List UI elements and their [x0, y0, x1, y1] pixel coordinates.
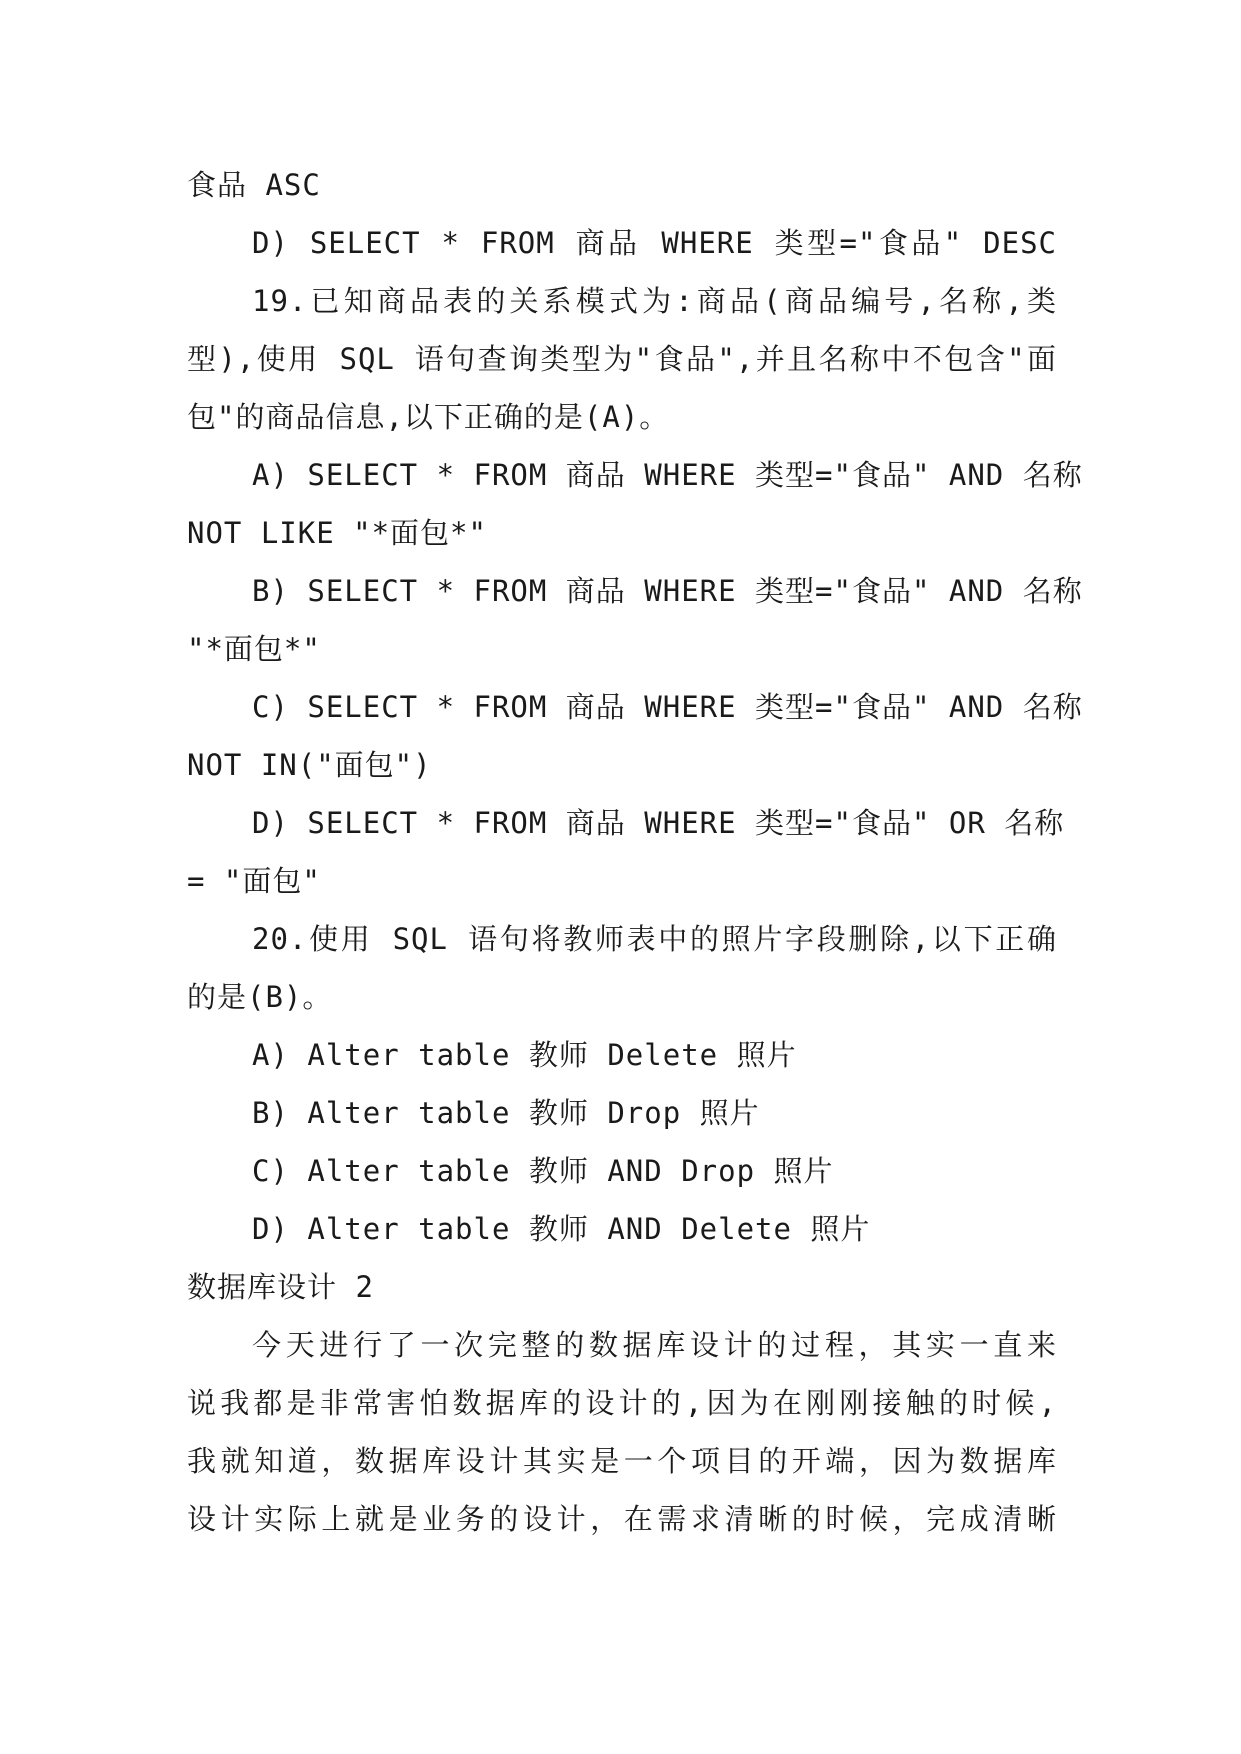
text-line: NOT LIKE "*面包*"	[187, 516, 487, 550]
text-line: 包"的商品信息,以下正确的是(A)。	[187, 400, 670, 434]
text-line: D) SELECT * FROM 商品 WHERE 类型="食品" DESC	[252, 226, 1057, 260]
text-line: = "面包"	[187, 864, 321, 898]
option-line: D) Alter table 教师 AND Delete 照片	[252, 1212, 871, 1246]
option-line: A) SELECT * FROM 商品 WHERE 类型="食品" AND 名称	[252, 458, 1083, 492]
text-line: 食品 ASC	[187, 168, 321, 202]
option-line: B) Alter table 教师 Drop 照片	[252, 1096, 760, 1130]
paragraph-line: 设计实际上就是业务的设计，在需求清晰的时候，完成清晰	[187, 1502, 1057, 1536]
option-line: D) SELECT * FROM 商品 WHERE 类型="食品" OR 名称	[252, 806, 1065, 840]
option-line: A) Alter table 教师 Delete 照片	[252, 1038, 797, 1072]
option-line: C) SELECT * FROM 商品 WHERE 类型="食品" AND 名称	[252, 690, 1083, 724]
paragraph-line: 今天进行了一次完整的数据库设计的过程，其实一直来	[252, 1328, 1057, 1362]
text-line: 的是(B)。	[187, 980, 333, 1014]
paragraph-line: 我就知道，数据库设计其实是一个项目的开端，因为数据库	[187, 1444, 1057, 1478]
text-line: 型),使用 SQL 语句查询类型为"食品",并且名称中不包含"面	[187, 342, 1057, 376]
question-20-line: 20.使用 SQL 语句将教师表中的照片字段删除,以下正确	[252, 922, 1057, 956]
question-19-line: 19.已知商品表的关系模式为:商品(商品编号,名称,类	[252, 284, 1057, 318]
option-line: B) SELECT * FROM 商品 WHERE 类型="食品" AND 名称	[252, 574, 1083, 608]
text-line: "*面包*"	[187, 632, 321, 666]
option-line: C) Alter table 教师 AND Drop 照片	[252, 1154, 834, 1188]
paragraph-line: 说我都是非常害怕数据库的设计的,因为在刚刚接触的时候,	[187, 1386, 1057, 1420]
text-line: NOT IN("面包")	[187, 748, 432, 782]
section-heading: 数据库设计 2	[187, 1270, 374, 1304]
